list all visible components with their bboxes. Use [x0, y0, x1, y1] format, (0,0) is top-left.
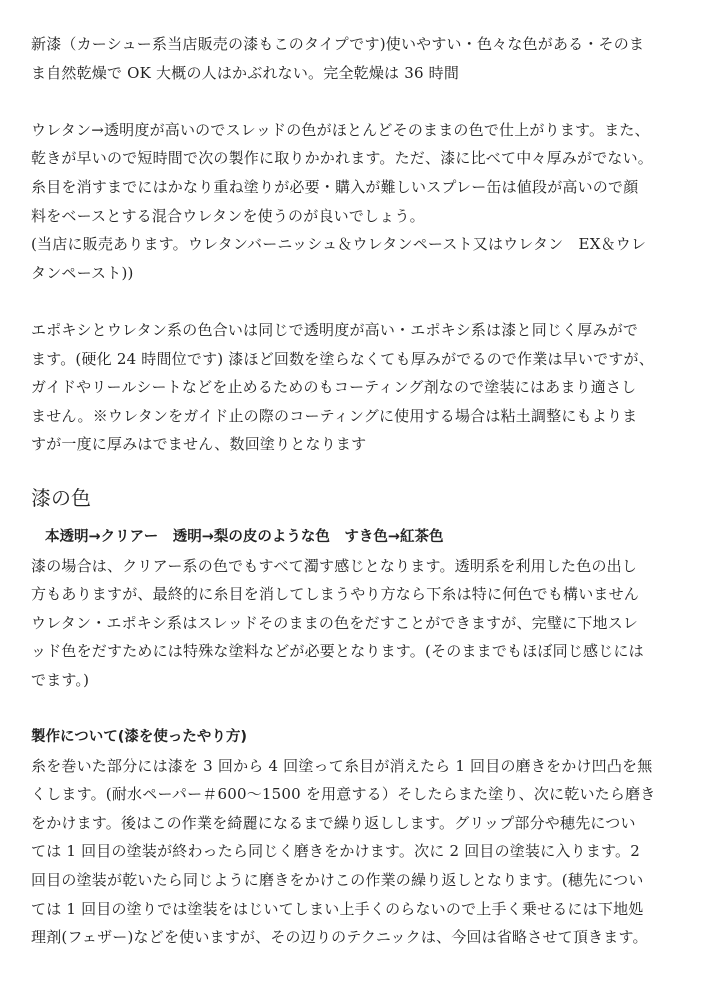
- paragraph-epoxy: [31, 316, 683, 459]
- spacer: [31, 287, 683, 316]
- text-line: くします。(耐水ペーパー＃600〜1500 を用意する）そしたらまた塗り、次に乾いたら磨き: [31, 785, 656, 804]
- text-line: 方もありますが、最終的に糸目を消してしまうやり方なら下糸は特に何色でも構いません: [31, 585, 640, 604]
- text-line: ッド色をだすためには特殊な塗料などが必要となります。(そのままでもほぼ同じ感じには: [31, 642, 644, 661]
- subheading-transparency-types: 本透明→クリアー 透明→梨の皮のような色 すき色→紅茶色: [45, 528, 444, 545]
- section-production: [31, 723, 683, 952]
- text-line: すが一度に厚みはでません、数回塗りとなります: [31, 435, 367, 454]
- text-line: ません。※ウレタンをガイド止の際のコーティングに使用する場合は粘土調整にもよりま: [31, 406, 638, 425]
- text-line: 乾きが早いので短時間で次の製作に取りかかれます。ただ、漆に比べて中々厚みがでない。: [31, 149, 654, 168]
- text-line: ま自然乾燥で OK 大概の人はかぶれない。完全乾燥は 36 時間: [31, 63, 460, 82]
- text-line: でます。): [31, 670, 90, 689]
- text-line: ます。(硬化 24 時間位です) 漆ほど回数を塗らなくても厚みがでるので作業は早いですが、: [31, 349, 654, 368]
- text-line: 糸目を消すまでにはかなり重ね塗りが必要・購入が難しいスプレー缶は値段が高いので顔: [31, 177, 639, 196]
- paragraph-urushi-intro: [31, 30, 683, 87]
- text-line: 糸を巻いた部分には漆を 3 回から 4 回塗って糸目が消えたら 1 回目の磨きをかけ凹凸を無: [31, 756, 653, 775]
- section-urushi-color: [31, 523, 683, 695]
- text-line: ウレタン→透明度が高いのでスレッドの色がほとんどそのままの色で仕上がります。また、: [31, 120, 650, 139]
- text-line: (当店に販売あります。ウレタンバーニッシュ＆ウレタンペースト又はウレタン EX＆ウレ: [31, 235, 647, 254]
- section-heading-urushi-color: 漆の色: [31, 485, 91, 510]
- text-line: 新漆（カーシュー系当店販売の漆もこのタイプです)使いやすい・色々な色がある・そのま: [31, 35, 645, 53]
- paragraph-urethane: [31, 116, 683, 288]
- spacer: [31, 694, 683, 723]
- spacer: [31, 87, 683, 116]
- text-line: 漆の場合は、クリアー系の色でもすべて濁す感じとなります。透明系を利用した色の出し: [31, 556, 638, 575]
- subheading-production: 製作について(漆を使ったやり方): [31, 729, 247, 746]
- text-line: タンペースト)): [31, 263, 134, 282]
- text-line: エポキシとウレタン系の色合いは同じで透明度が高い・エポキシ系は漆と同じく厚みがで: [31, 320, 639, 339]
- text-line: 回目の塗装が乾いたら同じように磨きをかけこの作業の繰り返しとなります。(穂先につい: [31, 871, 644, 890]
- text-line: ウレタン・エポキシ系はスレッドそのままの色をだすことができますが、完璧に下地スレ: [31, 613, 639, 632]
- text-line: をかけます。後はこの作業を綺麗になるまで繰り返しします。グリップ部分や穂先につい: [31, 813, 636, 832]
- text-line: ては 1 回目の塗りでは塗装をはじいてしまい上手くのらないので上手く乗せるには下地処: [31, 899, 644, 918]
- text-line: 料をベースとする混合ウレタンを使うのが良いでしょう。: [31, 206, 425, 225]
- text-line: 理剤(フェザー)などを使いますが、その辺りのテクニックは、今回は省略させて頂きます。: [31, 928, 648, 947]
- text-line: ガイドやリールシートなどを止めるためのもコーティング剤なので塗装にはあまり適さし: [31, 378, 637, 397]
- text-line: ては 1 回目の塗装が終わったら同じく磨きをかけます。次に 2 回目の塗装に入ります。2: [31, 842, 640, 861]
